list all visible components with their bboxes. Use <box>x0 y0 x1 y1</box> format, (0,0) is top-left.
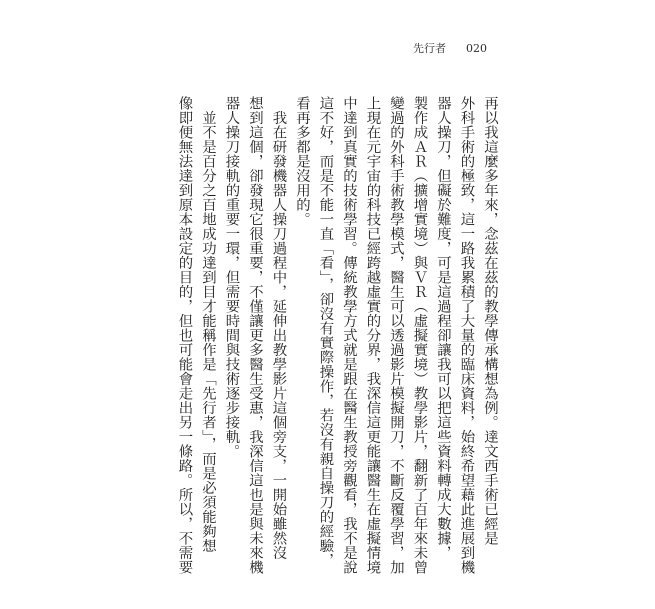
text-column: 想到這個，卻發現它很重要，不僅讓更多醫生受惠，我深信這也是與未來機 <box>247 96 263 575</box>
text-column: 外科手術的極致，這一路我累積了大量的臨床資料，始終希望藉此進展到機 <box>458 96 475 575</box>
text-column: 看再多都是沒用的。 <box>294 96 310 227</box>
text-column: 變過的外科手術教學模式，醫生可以透過影片模擬開刀，不斷反覆學習，加 <box>388 96 404 575</box>
text-column: 器人操刀接軌的重要一環，但需要時間與技術逐步接軌。 <box>223 96 240 459</box>
text-column: 並不是百分之百地成功達到目才能稱作是「先行者」，而是必須能夠想 <box>200 96 216 553</box>
body-text <box>172 96 501 575</box>
text-column: 上現在元宇宙的科技已經跨越虛實的分界，我深信這更能讓醫生在虛擬情境 <box>364 96 381 575</box>
text-column: 中達到真實的技術學習。傳統教學方式就是跟在醫生教授旁觀看，我不是說 <box>341 96 357 575</box>
text-column: 器人操刀，但礙於難度，可是這過程卻讓我可以把這些資料轉成大數據， <box>435 96 451 560</box>
text-column: 我在研發機器人操刀過程中，延伸出教學影片這個旁支，一開始雖然沒 <box>270 96 287 560</box>
page-number: 020 <box>466 42 487 55</box>
chapter-title: 先行者 <box>413 42 446 55</box>
text-column: 再以我這麼多年來，念茲在茲的教學傳承構想為例。達文西手術已經是 <box>482 96 498 546</box>
text-column: 這不好，而是不能一直「看」，卻沒有實際操作，若沒有親自操刀的經驗， <box>317 96 334 568</box>
text-column: 像即便無法達到原本設定的目的，但也可能會走出另一條路。所以，不需要 <box>176 96 193 575</box>
text-column: 製作成ＡＲ（擴增實境）與ＶＲ（虛擬實境）教學影片，翻新了百年來未曾 <box>411 96 428 575</box>
running-header <box>413 40 487 56</box>
